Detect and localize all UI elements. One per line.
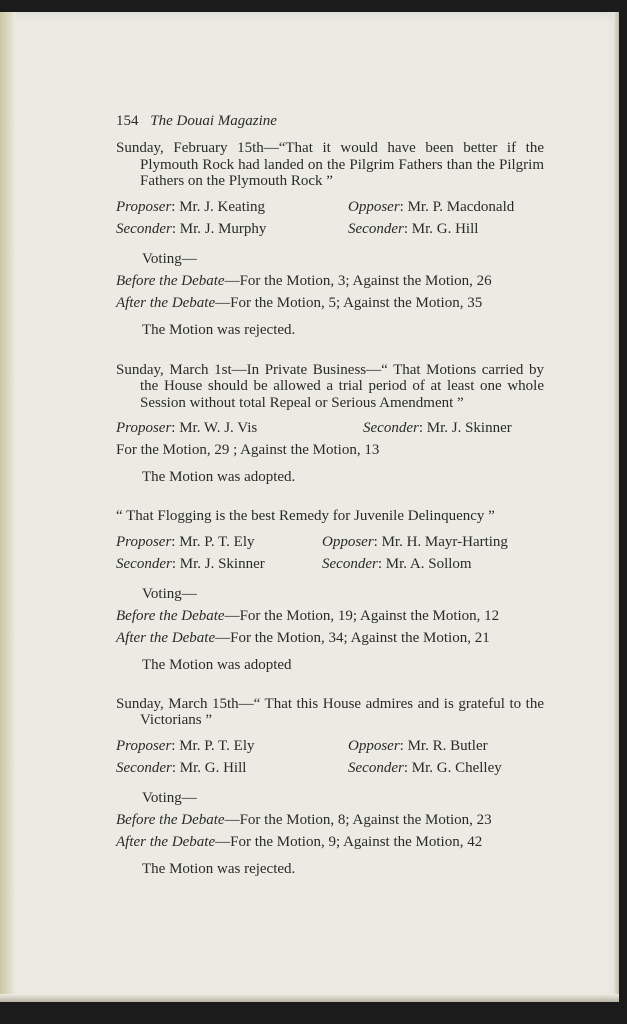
vote-text: —For the Motion, 3; Against the Motion, 26	[224, 272, 492, 289]
vote-line: For the Motion, 29 ; Against the Motion, 13	[116, 442, 380, 458]
motion-result: The Motion was rejected.	[142, 860, 296, 877]
role-label: Seconder	[116, 220, 172, 237]
vote-text: —For the Motion, 5; Against the Motion, 35	[215, 294, 483, 311]
speakers-row	[116, 531, 544, 553]
vote-label: After the Debate	[116, 833, 216, 850]
seconders-row	[116, 218, 544, 240]
seconder-against	[348, 218, 478, 240]
speakers	[116, 531, 544, 575]
vote-before	[116, 809, 544, 831]
debate-entry	[116, 508, 544, 676]
vote-text: —For the Motion, 9; Against the Motion, 42	[215, 833, 483, 850]
seconder	[363, 417, 512, 439]
voting-title: Voting—	[142, 585, 197, 602]
vote-text: —For the Motion, 8; Against the Motion, 23	[224, 811, 492, 828]
seconder-for	[116, 218, 348, 240]
vote-before	[116, 270, 544, 292]
role-label: Proposer	[116, 533, 172, 550]
vote-label: Before the Debate	[116, 607, 225, 624]
seconder-for	[116, 553, 322, 575]
role-label: Seconder	[116, 555, 172, 572]
proposer	[116, 196, 348, 218]
role-label: Seconder	[348, 759, 404, 776]
role-label: Seconder	[348, 220, 404, 237]
role-name: : Mr. A. Sollom	[377, 555, 472, 572]
page-header	[116, 112, 544, 130]
vote-after	[116, 627, 544, 649]
speakers	[116, 735, 544, 779]
vote-label: Before the Debate	[116, 272, 225, 289]
proposer	[116, 417, 363, 439]
role-label: Seconder	[322, 555, 378, 572]
role-name: : Mr. J. Skinner	[418, 420, 512, 436]
motion-text: Sunday, February 15th—“That it would have been better if the Plymouth Rock had landed on the Pilgrim Fathers than the Pilgrim Fathers on the Plymouth Rock ”	[116, 140, 544, 189]
voting-title: Voting—	[142, 789, 197, 806]
motion-result: The Motion was adopted.	[142, 469, 296, 485]
role-label: Proposer	[116, 737, 172, 754]
opposer	[348, 196, 514, 218]
proposer	[116, 735, 348, 757]
vote-text: —For the Motion, 34; Against the Motion, 21	[215, 629, 490, 646]
voting-title: Voting—	[142, 250, 197, 267]
role-name: : Mr. J. Skinner	[171, 555, 265, 572]
speakers-row	[116, 735, 544, 757]
role-label: Seconder	[363, 420, 419, 436]
role-name: : Mr. G. Chelley	[403, 759, 502, 776]
role-label: Proposer	[116, 198, 172, 215]
role-name: : Mr. J. Keating	[171, 198, 266, 215]
role-label: Proposer	[116, 420, 172, 436]
page-bottom-edge	[0, 994, 619, 1002]
speakers	[116, 417, 544, 439]
speakers-row	[116, 417, 544, 439]
vote-label: Before the Debate	[116, 811, 225, 828]
speakers	[116, 196, 544, 240]
role-name: : Mr. J. Murphy	[171, 220, 267, 237]
motion-text: Sunday, March 15th—“ That this House admires and is grateful to the Victorians ”	[116, 695, 544, 728]
role-name: : Mr. W. J. Vis	[171, 420, 258, 436]
running-title: The Douai Magazine	[150, 113, 277, 129]
role-name: : Mr. P. Macdonald	[399, 198, 515, 215]
motion-text: “ That Flogging is the best Remedy for Juvenile Delinquency ”	[116, 508, 495, 524]
seconders-row	[116, 757, 544, 779]
speakers-row	[116, 196, 544, 218]
vote-after	[116, 292, 544, 314]
proposer	[116, 531, 322, 553]
role-name: : Mr. G. Hill	[403, 220, 479, 237]
debate-entry	[116, 696, 544, 880]
debate-entry	[116, 140, 544, 341]
debate-entry	[116, 362, 544, 489]
vote-before	[116, 605, 544, 627]
role-label: Opposer	[348, 198, 400, 215]
page-edge	[613, 12, 619, 1002]
role-label: Seconder	[116, 759, 172, 776]
motion-result: The Motion was adopted	[142, 656, 292, 673]
role-label: Opposer	[348, 737, 400, 754]
vote-label: After the Debate	[116, 294, 216, 311]
role-name: : Mr. P. T. Ely	[171, 737, 255, 754]
motion-result: The Motion was rejected.	[142, 321, 296, 338]
role-name: : Mr. G. Hill	[171, 759, 247, 776]
opposer	[348, 735, 488, 757]
role-label: Opposer	[322, 533, 374, 550]
seconder-for	[116, 757, 348, 779]
book-spine	[0, 12, 16, 1002]
vote-label: After the Debate	[116, 629, 216, 646]
opposer	[322, 531, 508, 553]
page-number: 154	[116, 113, 139, 129]
seconder-against	[348, 757, 502, 779]
role-name: : Mr. H. Mayr-Harting	[373, 533, 508, 550]
page-content	[116, 112, 544, 880]
role-name: : Mr. R. Butler	[399, 737, 488, 754]
seconders-row	[116, 553, 544, 575]
role-name: : Mr. P. T. Ely	[171, 533, 255, 550]
motion-text: Sunday, March 1st—In Private Business—“ That Motions carried by the House should be allowed a trial period of at least one whole Session without total Repeal or Serious Amendment ”	[116, 361, 544, 411]
seconder-against	[322, 553, 472, 575]
vote-after	[116, 831, 544, 853]
vote-text: —For the Motion, 19; Against the Motion, 12	[224, 607, 500, 624]
